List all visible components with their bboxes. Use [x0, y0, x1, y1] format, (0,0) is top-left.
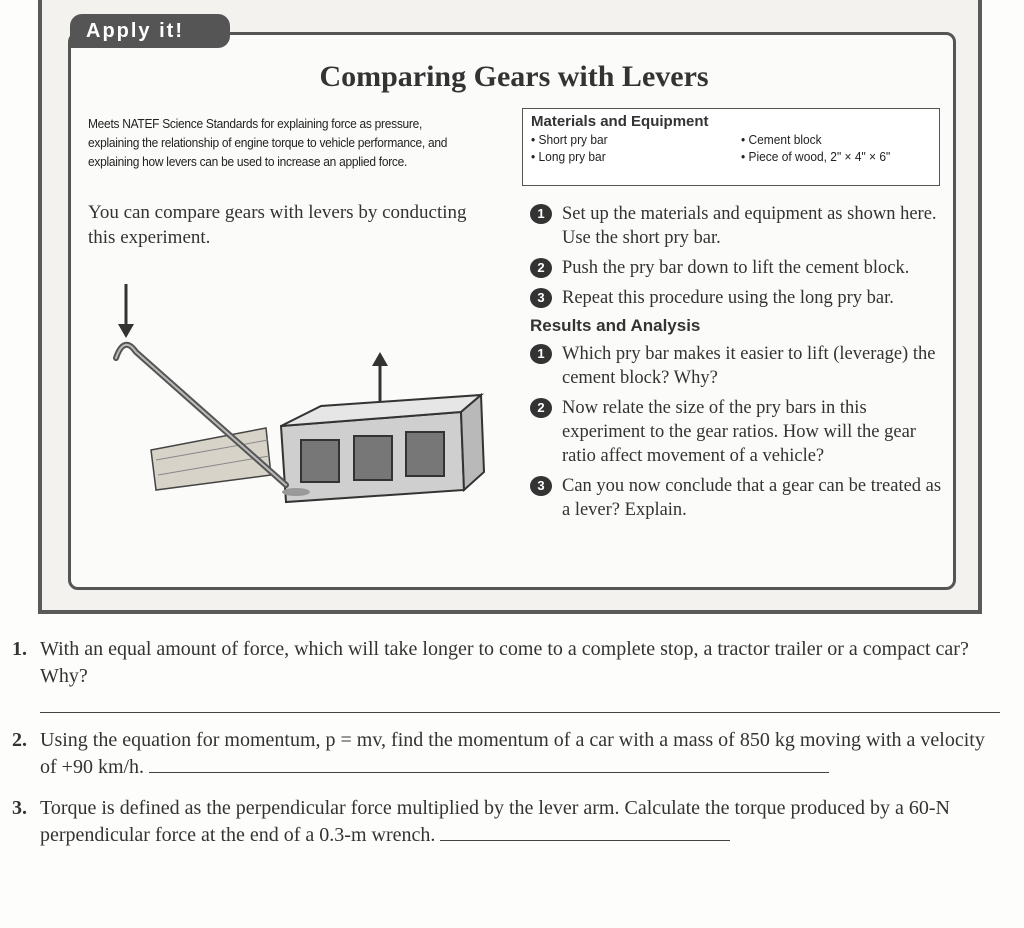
pry-bar-illustration	[96, 280, 486, 510]
step-number: 2	[530, 258, 552, 278]
answer-line[interactable]	[40, 712, 1000, 713]
question-text: With an equal amount of force, which will take longer to come to a complete stop, a tractor trailer or a compact car? Why?	[40, 638, 969, 687]
question-item	[12, 636, 1002, 690]
material-item: • Cement block	[741, 132, 925, 147]
step-item	[530, 256, 942, 280]
question-item	[12, 727, 1002, 781]
standards-text: Meets NATEF Science Standards for explaining force as pressure, explaining the relationship of engine torque to vehicle performance, and explaining how levers can be used to increase an applied force.	[88, 116, 448, 169]
result-item	[530, 396, 942, 468]
materials-box	[522, 108, 940, 186]
answer-line[interactable]	[149, 754, 829, 773]
question-number: 3.	[12, 797, 27, 819]
material-item: • Piece of wood, 2" × 4" × 6"	[741, 149, 925, 164]
result-number: 3	[530, 476, 552, 496]
material-item: • Short pry bar	[531, 132, 724, 147]
material-item: • Long pry bar	[531, 149, 724, 164]
step-number: 3	[530, 288, 552, 308]
materials-heading: Materials and Equipment	[531, 113, 709, 130]
result-item	[530, 342, 942, 390]
step-item	[530, 202, 942, 250]
result-number: 1	[530, 344, 552, 364]
answer-line[interactable]	[440, 822, 730, 841]
question-body: Using the equation for momentum, p = mv, find the momentum of a car with a mass of 850 kg moving with a velocity of +90 km/h.	[40, 729, 985, 778]
result-text: Now relate the size of the pry bars in this experiment to the gear ratios. How will the gear ratio affect movement of a vehicle?	[562, 398, 916, 466]
step-number: 1	[530, 204, 552, 224]
results-heading: Results and Analysis	[530, 316, 701, 335]
result-item	[530, 474, 942, 522]
result-text: Can you now conclude that a gear can be treated as a lever? Explain.	[562, 476, 942, 520]
question-number: 1.	[12, 638, 27, 660]
step-text: Push the pry bar down to lift the cement block.	[562, 258, 910, 278]
procedure-steps	[530, 202, 942, 528]
materials-list	[531, 132, 931, 164]
question-item	[12, 795, 1002, 849]
question-body: Torque is defined as the perpendicular force multiplied by the lever arm. Calculate the torque produced by a 60-N perpendicular force at the end of a 0.3-m wrench.	[40, 797, 950, 846]
page-title: Comparing Gears with Levers	[319, 60, 709, 93]
question-text	[40, 727, 1002, 781]
step-text: Set up the materials and equipment as shown here. Use the short pry bar.	[562, 204, 937, 248]
step-item	[530, 286, 942, 310]
step-text: Repeat this procedure using the long pry bar.	[562, 288, 894, 308]
review-questions	[12, 636, 1002, 849]
result-text: Which pry bar makes it easier to lift (leverage) the cement block? Why?	[562, 344, 936, 388]
intro-text: You can compare gears with levers by conducting this experiment.	[88, 202, 467, 248]
result-number: 2	[530, 398, 552, 418]
question-number: 2.	[12, 729, 27, 751]
apply-it-tab: Apply it!	[70, 14, 230, 48]
question-text	[40, 795, 1002, 849]
